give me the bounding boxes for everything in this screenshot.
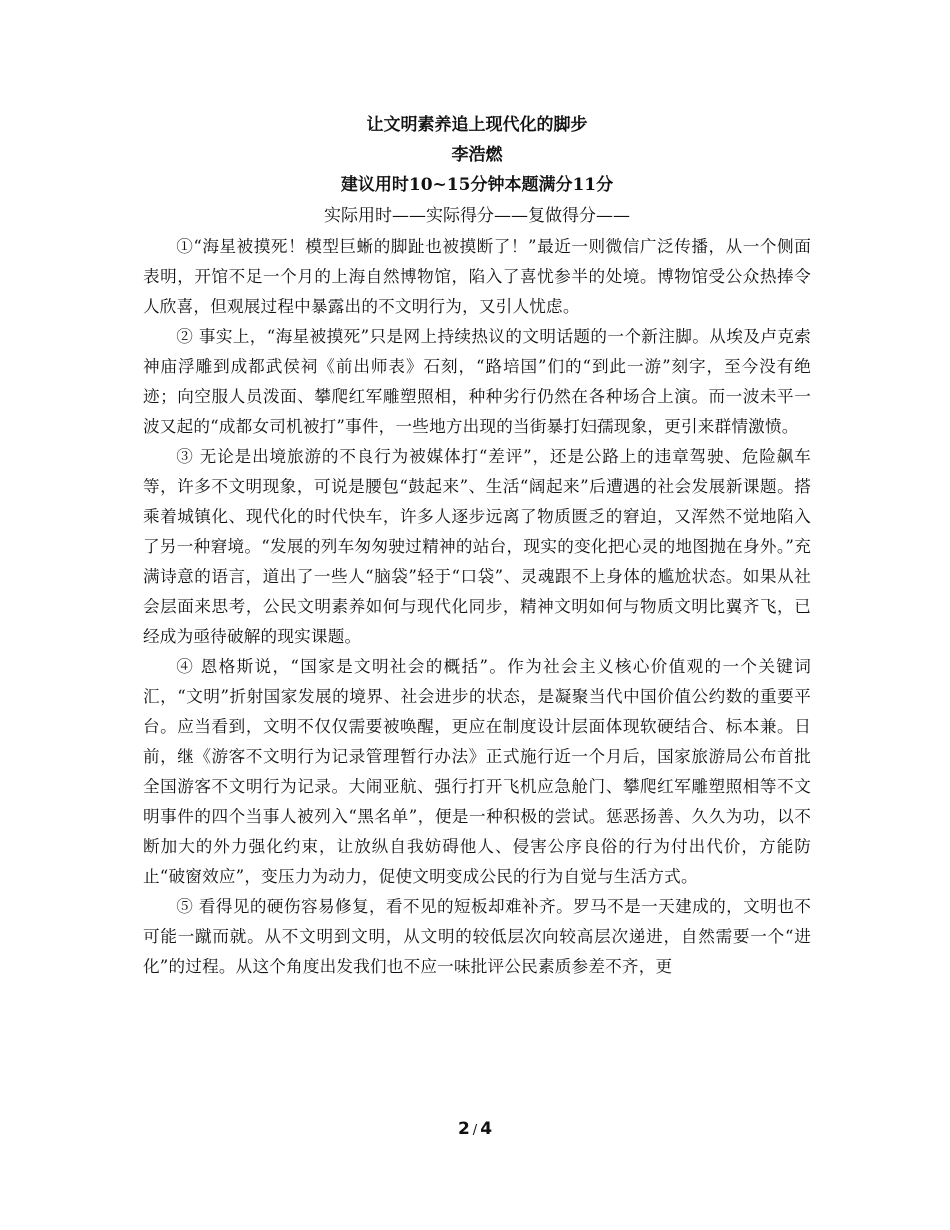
current-page-number: 2: [457, 1119, 470, 1139]
page-number: [0, 1117, 950, 1143]
paragraph-2: ② 事实上，“海星被摸死”只是网上持续热议的文明话题的一个新注脚。从埃及卢克索神庙浮雕到成都武侯祠《前出师表》石刻，“路培国”们的“到此一游”刻字，至今没有绝迹；向空服人员泼面、攀爬红军雕塑照相，种种劣行仍然在各种场合上演。而一波未平一波又起的“成都女司机被打”事件，一些地方出现的当街暴打妇孺现象，更引来群情激愤。: [143, 327, 811, 436]
paragraph-4: ④ 恩格斯说，“国家是文明社会的概括”。作为社会主义核心价值观的一个关键词汇，“文明”折射国家发展的境界、社会进步的状态，是凝聚当代中国价值公约数的重要平台。应当看到，文明不仅仅需要被唤醒，更应在制度设计层面体现软硬结合、标本兼。日前，继《游客不文明行为记录管理暂行办法》正式施行近一个月后，国家旅游局公布首批全国游客不文明行为记录。大闹亚航、强行打开飞机应急舱门、攀爬红军雕塑照相等不文明事件的四个当事人被列入“黑名单”，便是一种积极的尝试。惩恶扬善、久久为功，以不断加大的外力强化约束，让放纵自我妨碍他人、侵害公序良俗的行为付出代价，方能防止“破窗效应”，变压力为动力，促使文明变成公民的行为自觉与生活方式。: [143, 657, 811, 886]
page-separator: /: [472, 1123, 478, 1138]
document-body: [143, 110, 811, 982]
paragraph-3: ③ 无论是出境旅游的不良行为被媒体打“差评”，还是公路上的违章驾驶、危险飙车等，许多不文明现象，可说是腰包“鼓起来”、生活“阔起来”后遭遇的社会发展新课题。搭乘着城镇化、现代化的时代快车，许多人逐步远离了物质匮乏的窘迫，又浑然不觉地陷入了另一种窘境。“发展的列车匆匆驶过精神的站台，现实的变化把心灵的地图抛在身外。”充满诗意的语言，道出了一些人“脑袋”轻于“口袋”、灵魂跟不上身体的尴尬状态。如果从社会层面来思考，公民文明素养如何与现代化同步，精神文明如何与物质文明比翼齐飞，已经成为亟待破解的现实课题。: [143, 447, 811, 646]
article-author: 李浩燃: [451, 145, 503, 165]
total-page-count: 4: [480, 1119, 493, 1139]
time-and-score-instructions: 建议用时10~15分钟本题满分11分: [340, 175, 614, 195]
paragraph-5: ⑤ 看得见的硬伤容易修复，看不见的短板却难补齐。罗马不是一天建成的，文明也不可能一蹴而就。从不文明到文明，从文明的较低层次向较高层次递进，自然需要一个“进化”的过程。从这个角度出发我们也不应一味批评公民素质参差不齐，更: [143, 897, 811, 976]
paragraph-1: ①“海星被摸死！模型巨蜥的脚趾也被摸断了！”最近一则微信广泛传播，从一个侧面表明，开馆不足一个月的上海自然博物馆，陷入了喜忧参半的处境。博物馆受公众热捧令人欣喜，但观展过程中暴露出的不文明行为，又引人忧虑。: [143, 237, 811, 316]
article-title: 让文明素养追上现代化的脚步: [366, 115, 588, 135]
score-record-line: 实际用时——实际得分——复做得分——: [324, 206, 630, 226]
